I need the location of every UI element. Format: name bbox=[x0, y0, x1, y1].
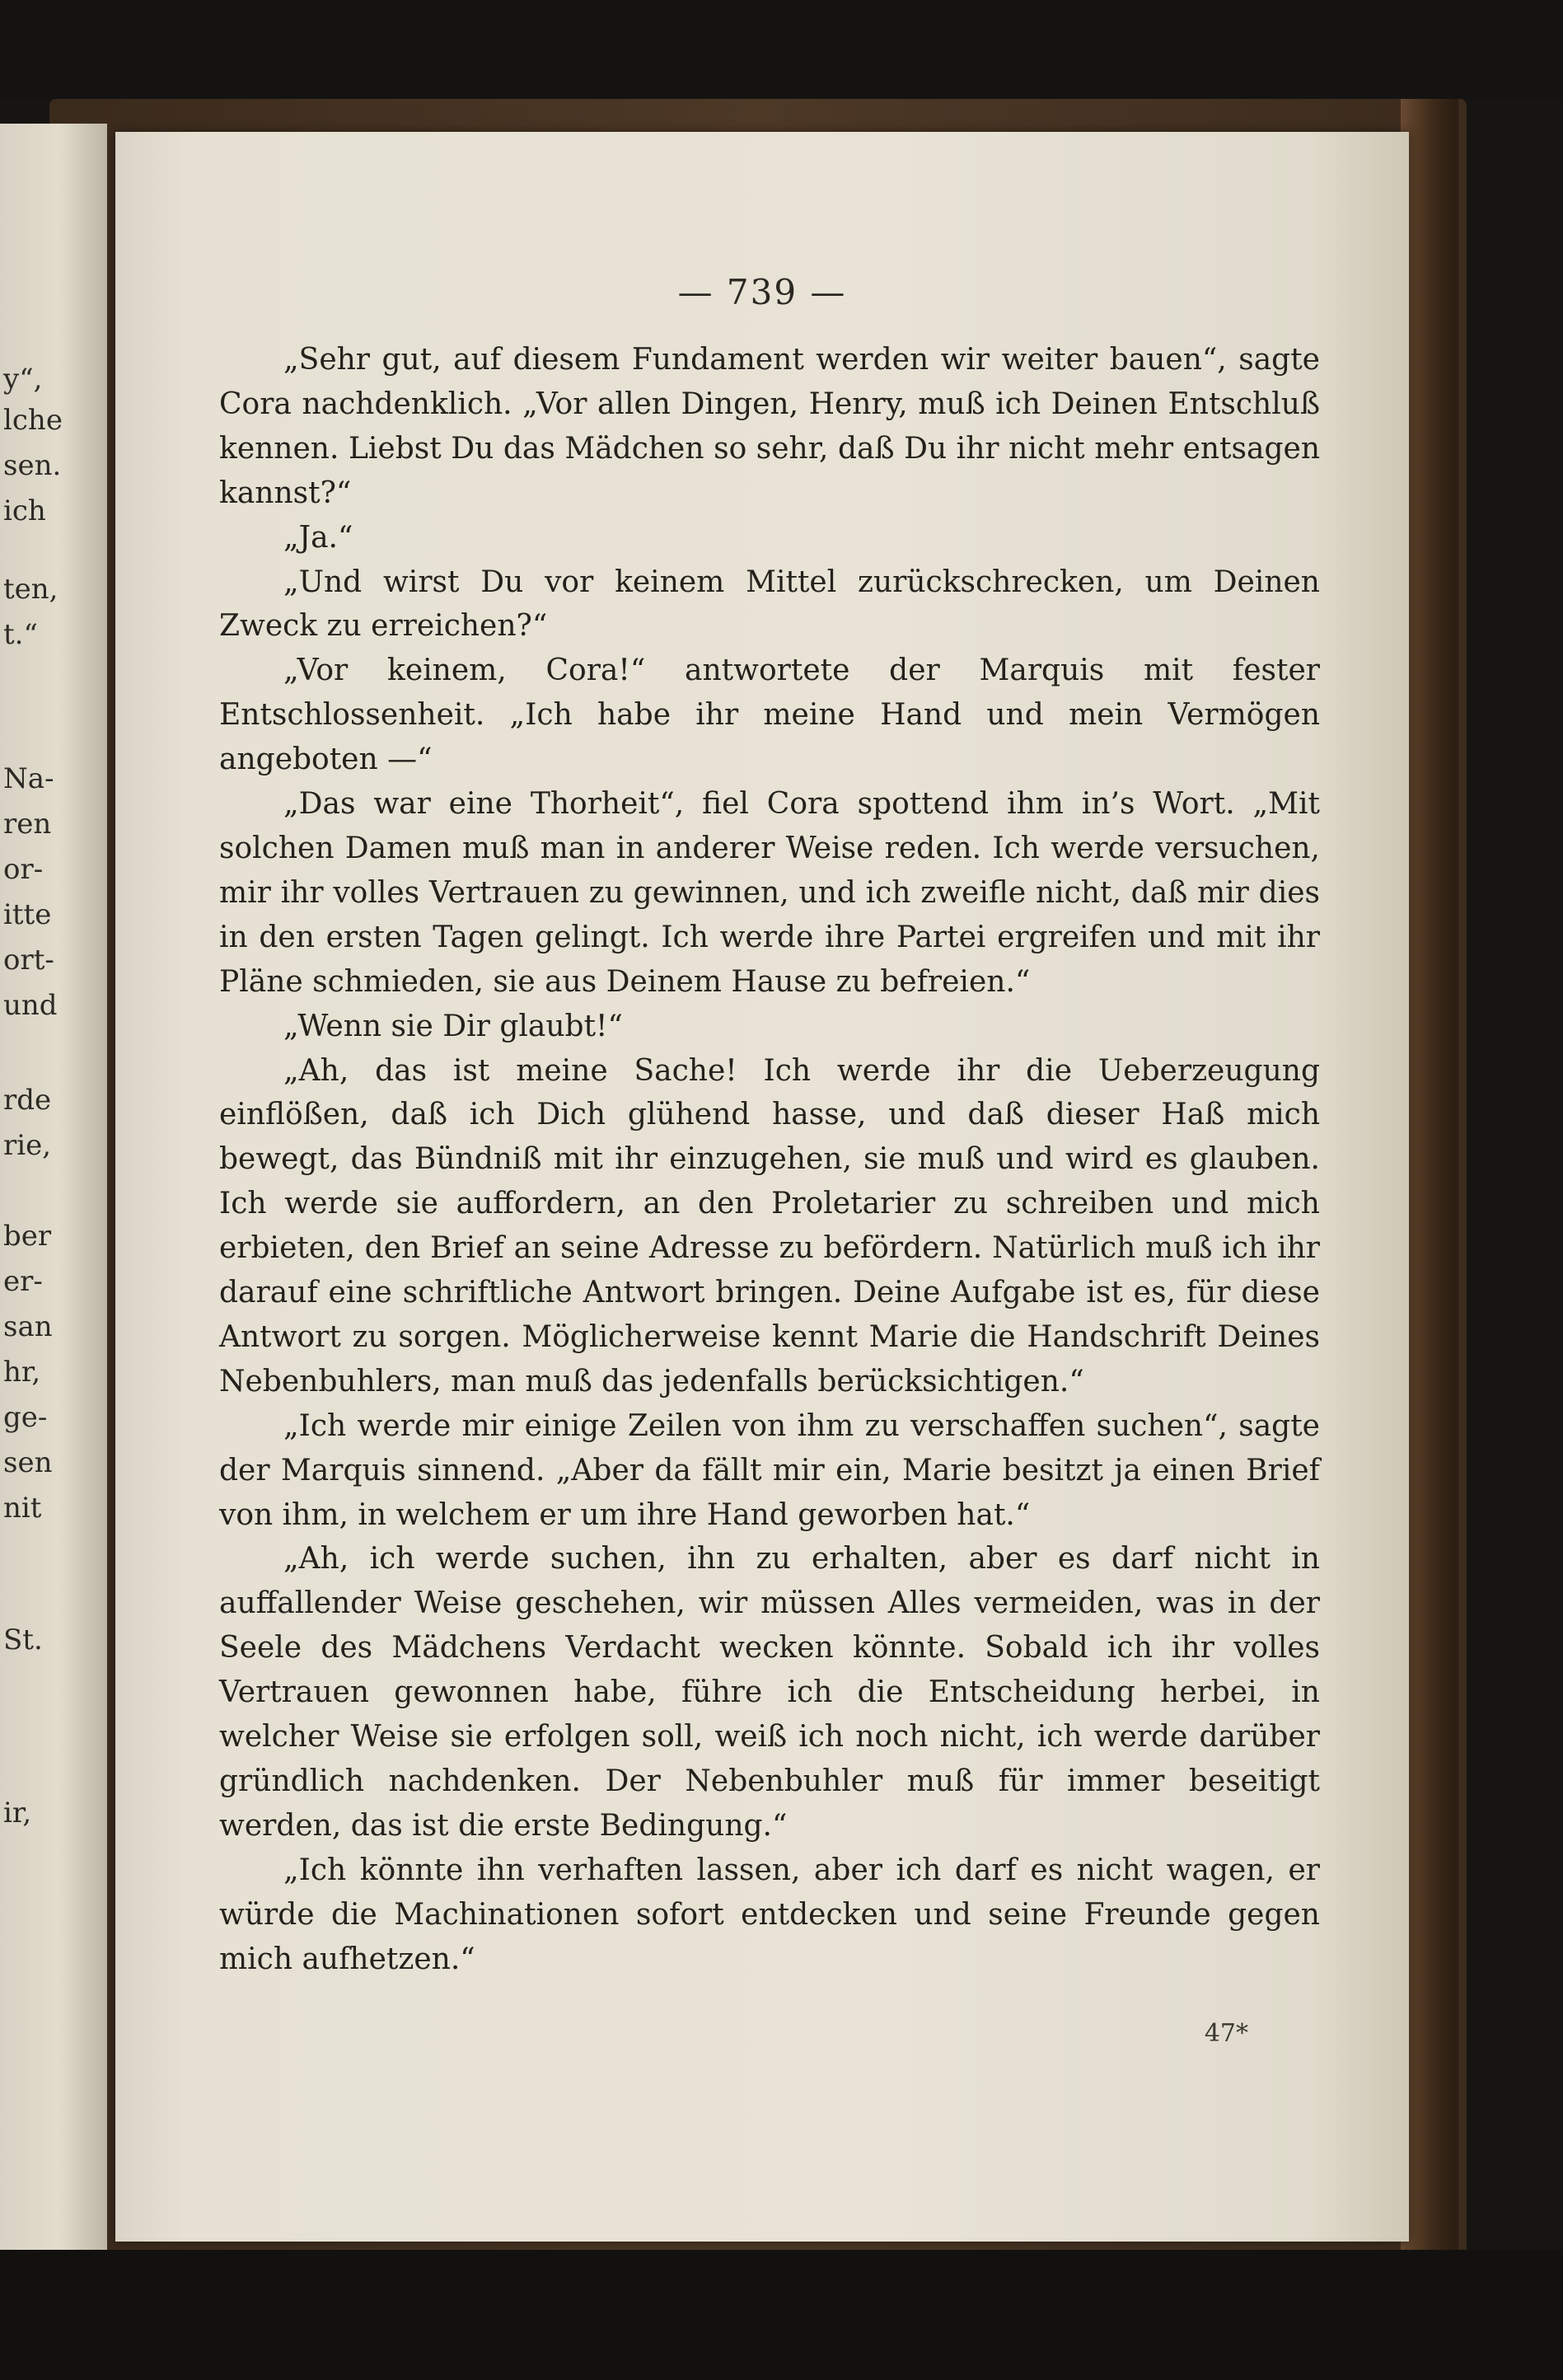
left-line: ich bbox=[3, 494, 46, 527]
background-top bbox=[0, 0, 1563, 99]
book-page bbox=[115, 132, 1409, 2242]
page-text bbox=[219, 338, 1320, 1982]
left-line: hr, bbox=[3, 1356, 41, 1389]
paragraph: „Ah, ich werde suchen, ihn zu erhalten, aber es darf nicht in auffallender Weise geschehen, wir müssen Alles vermeiden, was in der Seele des Mädchens Verdacht wecken könnte. Sobald ich ihr volles Vertrauen gewonnen habe, führe ich die Entscheidung herbei, in welcher Weise sie erfolgen soll, weiß ich noch nicht, ich werde darüber gründlich nachdenken. Der Nebenbuhler muß für immer beseitigt werden, das ist die erste Bedingung.“ bbox=[219, 1542, 1320, 1843]
left-line: sen bbox=[3, 1446, 53, 1479]
left-line: und bbox=[3, 989, 58, 1022]
left-line: ge- bbox=[3, 1401, 48, 1434]
book-edge bbox=[1401, 99, 1458, 2258]
left-line: rie, bbox=[3, 1129, 52, 1162]
paragraph: „Ich könnte ihn verhaften lassen, aber ich darf es nicht wagen, er würde die Machinationen sofort entdecken und seine Freunde gegen mich aufhetzen.“ bbox=[219, 1853, 1320, 1976]
printer-signature: 47* bbox=[1204, 2019, 1248, 2048]
paragraph: „Sehr gut, auf diesem Fundament werden wir weiter bauen“, sagte Cora nachdenklich. „Vor allen Dingen, Henry, muß ich Deinen Entschluß kennen. Liebst Du das Mädchen so sehr, daß Du ihr nicht mehr entsagen kannst?“ bbox=[219, 343, 1320, 510]
paragraph: „Wenn sie Dir glaubt!“ bbox=[283, 1009, 623, 1043]
left-line: lche bbox=[3, 404, 63, 437]
paragraph: „Und wirst Du vor keinem Mittel zurückschrecken, um Deinen Zweck zu erreichen?“ bbox=[219, 565, 1320, 644]
left-line: ir, bbox=[3, 1797, 32, 1830]
left-line: san bbox=[3, 1310, 53, 1343]
paragraph: „Das war eine Thorheit“, fiel Cora spottend ihm in’s Wort. „Mit solchen Damen muß man in anderer Weise reden. Ich werde versuchen, mir ihr volles Vertrauen zu gewinnen, und ich zweifle nicht, daß mir dies in den ersten Tagen gelingt. Ich werde ihre Partei ergreifen und mit ihr Pläne schmieden, sie aus Deinem Hause zu befreien.“ bbox=[219, 787, 1320, 999]
left-line: or- bbox=[3, 853, 44, 886]
left-line: ber bbox=[3, 1220, 52, 1253]
paragraph: „Ich werde mir einige Zeilen von ihm zu verschaffen suchen“, sagte der Marquis sinnend. „Aber da fällt mir ein, Marie besitzt ja einen Brief von ihm, in welchem er um ihre Hand geworben hat.“ bbox=[219, 1408, 1320, 1532]
page-number: — 739 — bbox=[677, 272, 847, 312]
left-line: itte bbox=[3, 898, 52, 931]
left-line: y“, bbox=[3, 363, 43, 396]
left-line: ten, bbox=[3, 573, 58, 606]
left-line: Na- bbox=[3, 762, 54, 795]
left-line: St. bbox=[3, 1623, 43, 1656]
left-line: rde bbox=[3, 1084, 52, 1117]
paragraph: „Vor keinem, Cora!“ antwortete der Marquis mit fester Entschlossenheit. „Ich habe ihr meine Hand und mein Vermögen angeboten —“ bbox=[219, 654, 1320, 777]
left-line: ren bbox=[3, 808, 52, 841]
left-line: ort- bbox=[3, 944, 54, 977]
paragraph: „Ah, das ist meine Sache! Ich werde ihr die Ueberzeugung einflößen, daß ich Dich glühend hasse, und daß dieser Haß mich bewegt, das Bündniß mit ihr einzugehen, sie muß und wird es glauben. Ich werde sie auffordern, an den Proletarier zu schreiben und mich erbieten, den Brief an seine Adresse zu befördern. Natürlich muß ich ihr darauf eine schriftliche Antwort bringen. Deine Aufgabe ist es, für diese Antwort zu sorgen. Möglicherweise kennt Marie die Handschrift Deines Nebenbuhlers, man muß das jedenfalls berücksichtigen.“ bbox=[219, 1053, 1320, 1398]
left-line: nit bbox=[3, 1492, 42, 1525]
left-line: er- bbox=[3, 1265, 43, 1298]
paragraph: „Ja.“ bbox=[283, 520, 353, 555]
background-bottom bbox=[0, 2250, 1563, 2380]
left-line: t.“ bbox=[3, 618, 38, 651]
left-page-fragment bbox=[0, 124, 107, 2283]
left-line: sen. bbox=[3, 449, 62, 482]
